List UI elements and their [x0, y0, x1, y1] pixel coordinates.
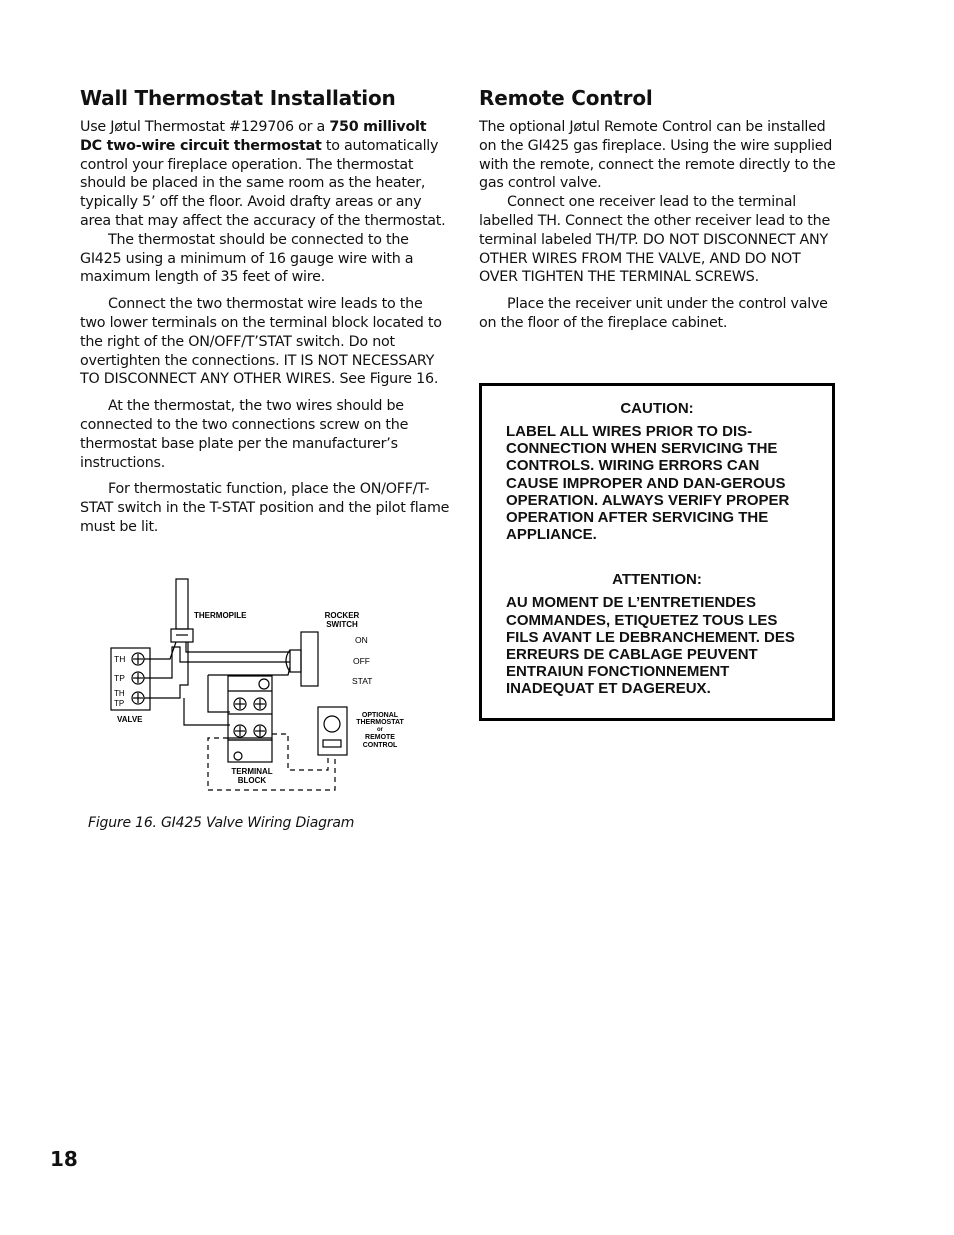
paragraph: At the thermostat, the two wires should be connected to the two connections screw on the thermostat base plate per the manufacturer’s instructions. — [80, 398, 409, 471]
paragraph: The optional Jøtul Remote Control can be installed on the GI425 gas fireplace. Using the wire supplied with the remote, connect the remote directly to the gas control valve. — [479, 119, 836, 192]
attention-heading: ATTENTION: — [612, 571, 702, 589]
thermopile-rod — [176, 579, 188, 629]
optional-label: REMOTE — [365, 734, 395, 741]
tp-label: TP — [114, 673, 125, 683]
terminal-block-label: TERMINAL — [231, 767, 273, 776]
off-label: OFF — [353, 656, 370, 666]
rocker-mount — [290, 650, 301, 672]
attention-text: AU MOMENT DE L’ENTRETIENDES COMMANDES, ETIQUETEZ TOUS LES FILS AVANT LE DEBRANCHEMENT. DES ERREURS DE CABLAGE PEUVENT ENTRAIUN FONCTIONNEMENT INADEQUAT ET DAGEREUX. — [506, 594, 795, 698]
optional-label: OPTIONAL — [361, 712, 399, 719]
section-heading-thermostat: Wall Thermostat Installation — [80, 86, 396, 110]
paragraph: For thermostatic function, place the ON/OFF/T-STAT switch in the T-STAT position and the pilot flame must be lit. — [80, 481, 450, 535]
valve-screw — [132, 692, 144, 704]
terminal-screw — [234, 725, 246, 737]
text-run: to automatically control your fireplace operation. The thermostat should be placed in the same room as the heater, typically 5’ off the floor. Avoid drafty areas or any area that may affect the accuracy of the thermostat. — [80, 137, 446, 229]
paragraph: Connect one receiver lead to the terminal labelled TH. Connect the other receiver lead to the terminal labeled TH/TP. DO NOT DISCONNECT ANY OTHER WIRES FROM THE VALVE, AND DO NOT OVER TIGHTEN THE TERMINAL SCREWS. — [479, 194, 831, 286]
thermopile-label: THERMOPILE — [194, 611, 247, 620]
paragraph: Connect the two thermostat wire leads to the two lower terminals on the terminal block located to the right of the ON/OFF/T’STAT switch. Do not overtighten the connections. IT IS NOT NECESSARY TO DISCONNECT ANY OTHER WIRES. See Figure 16. — [80, 296, 442, 388]
th-label: TH — [114, 654, 126, 664]
terminal-screw — [254, 725, 266, 737]
caution-heading: CAUTION: — [620, 400, 694, 417]
caution-box — [479, 383, 835, 721]
optional-label: THERMOSTAT — [356, 719, 404, 726]
section-heading-remote: Remote Control — [479, 86, 653, 110]
terminal-screw — [234, 698, 246, 710]
wiring-diagram — [100, 572, 450, 802]
rocker-switch — [301, 632, 318, 686]
paragraph: The thermostat should be connected to the GI425 using a minimum of 16 gauge wire with a maximum length of 35 feet of wire. — [80, 231, 414, 286]
rocker-label: SWITCH — [326, 620, 358, 629]
thtp-label: TH — [114, 689, 125, 698]
optional-label: CONTROL — [362, 742, 398, 749]
optional-label: or — [377, 727, 383, 733]
thtp-label: TP — [114, 699, 125, 708]
valve-screw — [132, 653, 144, 665]
paragraph: Place the receiver unit under the control valve on the floor of the fireplace cabinet. — [479, 296, 828, 331]
valve-label: VALVE — [117, 715, 143, 724]
text-run: Use Jøtul Thermostat #129706 or a — [80, 119, 330, 135]
rocker-label: ROCKER — [324, 611, 360, 620]
right-column — [479, 86, 839, 333]
terminal-screw — [254, 698, 266, 710]
terminal-screw — [259, 679, 269, 689]
optional-thermostat — [318, 707, 347, 755]
left-column — [80, 86, 450, 537]
on-label: ON — [355, 635, 368, 645]
caution-text: LABEL ALL WIRES PRIOR TO DIS-CONNECTION WHEN SERVICING THE CONTROLS. WIRING ERRORS CAN CAUSE IMPROPER AND DAN-GEROUS OPERATION. ALWAYS VERIFY PROPER OPERATION AFTER SERVICING THE APPLIANCE. — [506, 423, 790, 544]
page-number: 18 — [50, 1147, 78, 1171]
terminal-block-label: BLOCK — [237, 776, 267, 785]
paragraph — [80, 118, 450, 231]
valve-screw — [132, 672, 144, 684]
figure-caption: Figure 16. GI425 Valve Wiring Diagram — [88, 815, 355, 831]
bold-text: 750 millivolt DC two-wire circuit thermostat — [80, 119, 427, 154]
stat-label: STAT — [352, 676, 373, 686]
